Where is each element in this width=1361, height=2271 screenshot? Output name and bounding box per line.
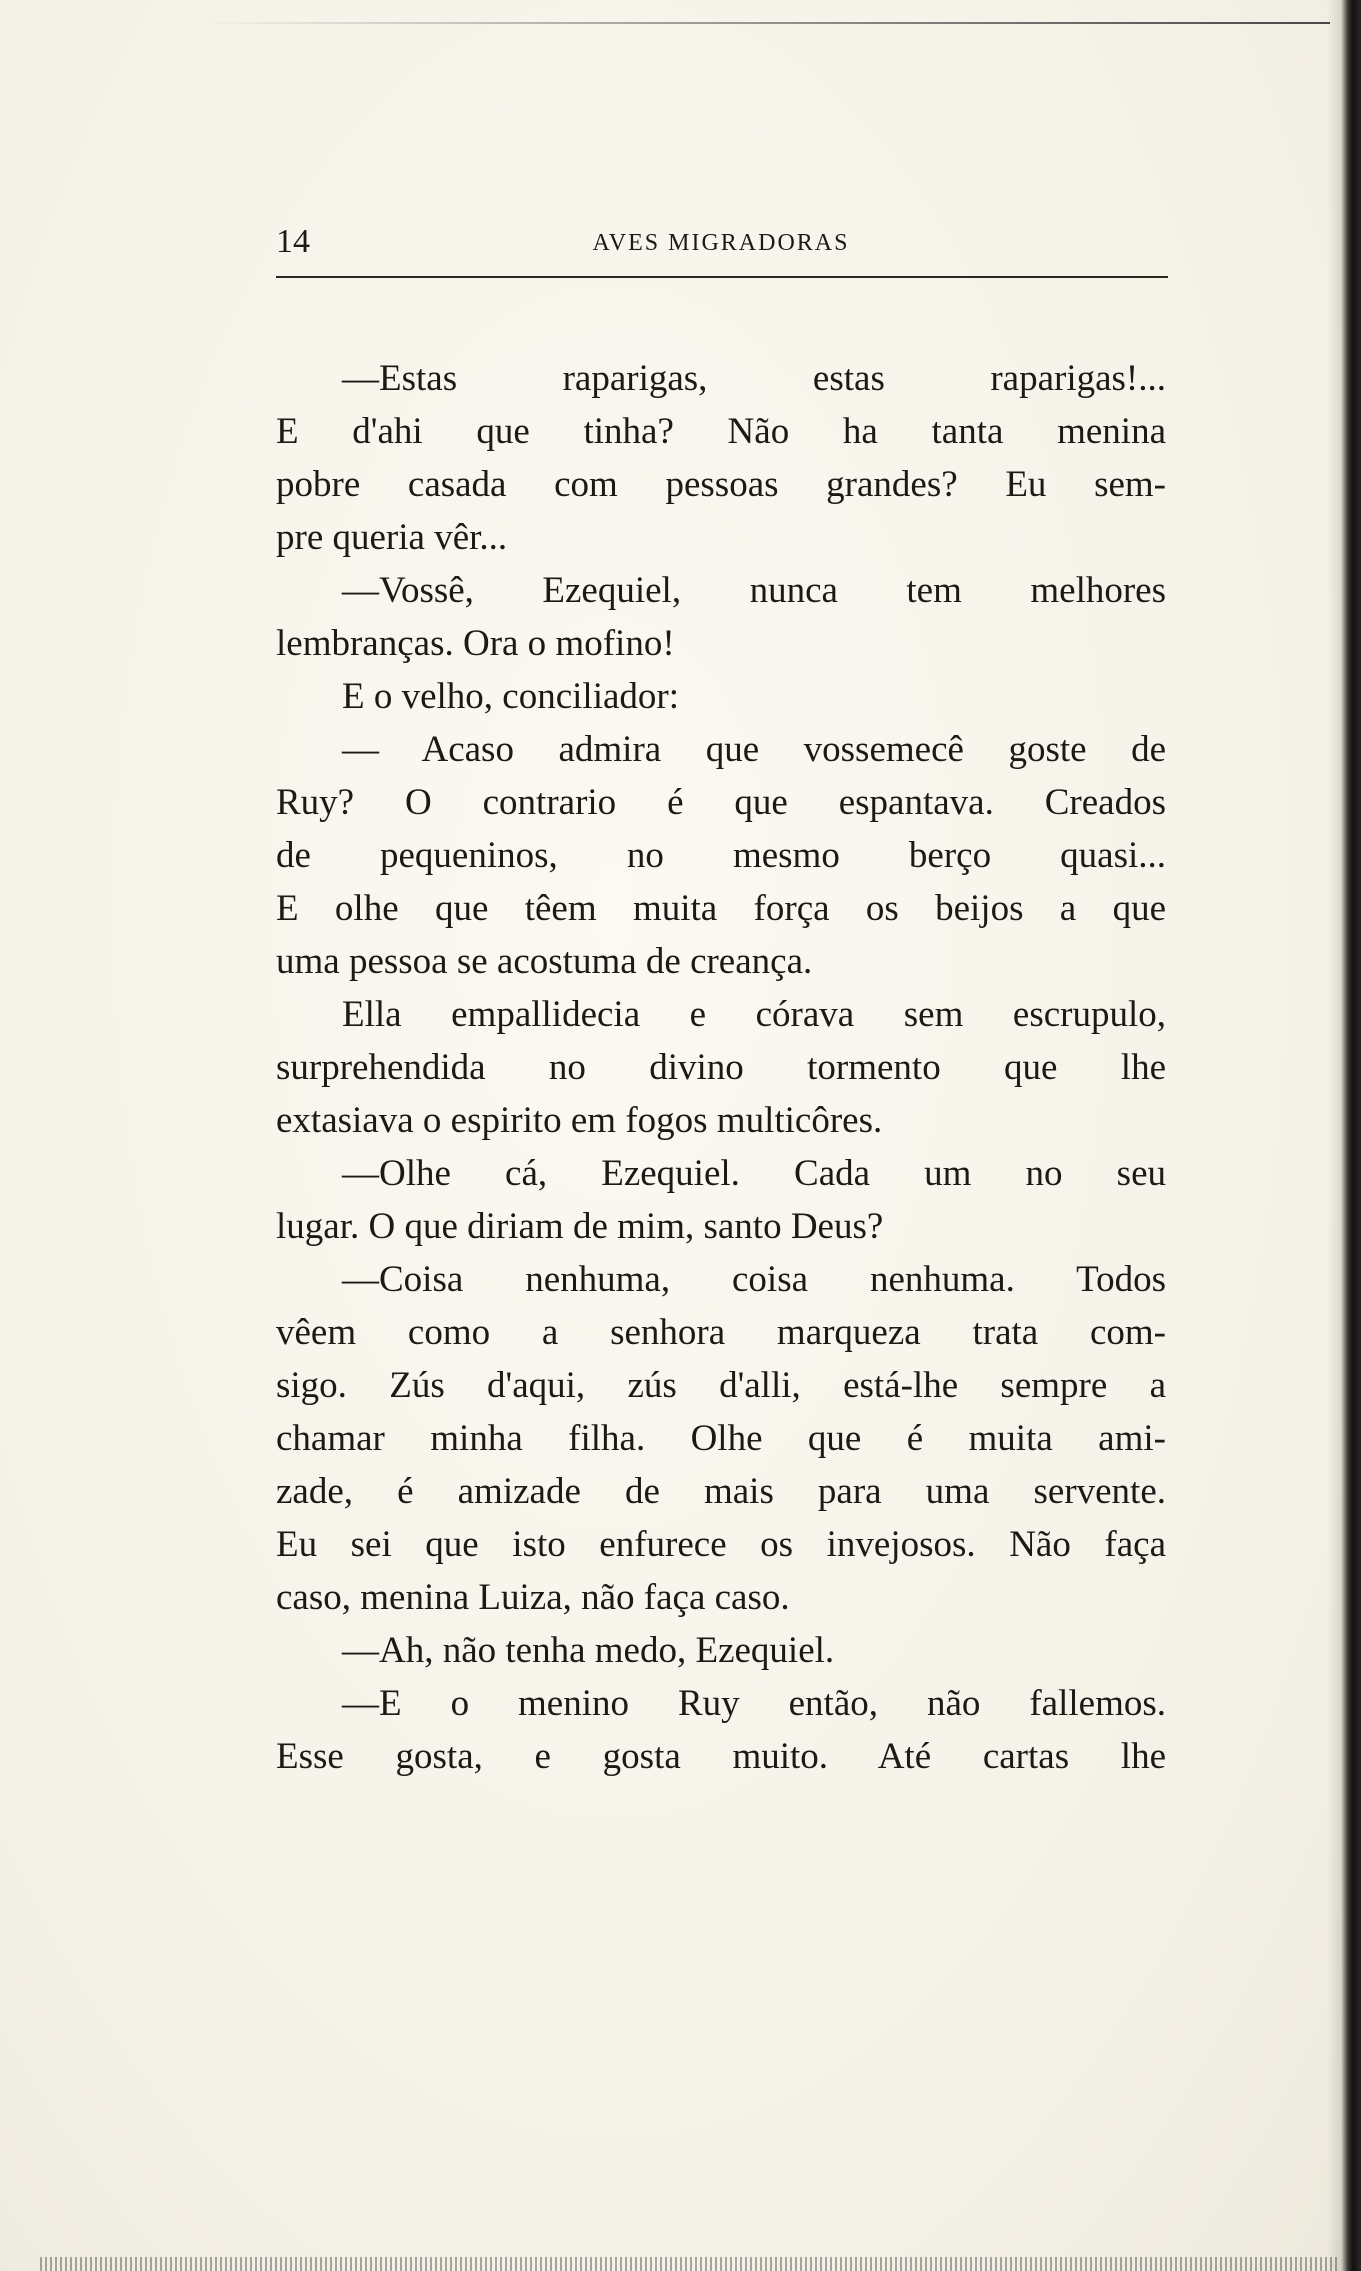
- text-line: Ruy? O contrario é que espantava. Creados: [276, 782, 1166, 823]
- scan-edge-top: [200, 22, 1330, 24]
- text-line: — Acaso admira que vossemecê goste de: [342, 729, 1166, 770]
- text-line: pre queria vêr...: [276, 517, 508, 558]
- text-line: surprehendida no divino tormento que lhe: [276, 1047, 1166, 1088]
- scan-edge-bottom: [40, 2257, 1340, 2271]
- text-line: pobre casada com pessoas grandes? Eu sem-: [276, 464, 1166, 505]
- text-line: —Coisa nenhuma, coisa nenhuma. Todos: [342, 1259, 1166, 1300]
- text-line: de pequeninos, no mesmo berço quasi...: [276, 835, 1166, 876]
- text-line: caso, menina Luiza, não faça caso.: [276, 1577, 790, 1618]
- text-line: lembranças. Ora o mofino!: [276, 623, 675, 664]
- text-line: Eu sei que isto enfurece os invejosos. Não faça: [276, 1524, 1166, 1565]
- header-rule: [276, 276, 1168, 278]
- text-line: uma pessoa se acostuma de creança.: [276, 941, 813, 982]
- text-line: chamar minha filha. Olhe que é muita ami-: [276, 1418, 1166, 1459]
- text-line: Esse gosta, e gosta muito. Até cartas lhe: [276, 1736, 1166, 1777]
- text-line: E o velho, conciliador:: [342, 676, 680, 717]
- text-line: —Vossê, Ezequiel, nunca tem melhores: [342, 570, 1166, 611]
- text-line: sigo. Zús d'aqui, zús d'alli, está-lhe sempre a: [276, 1365, 1166, 1406]
- binding-edge: [1341, 0, 1361, 2271]
- text-line: —Olhe cá, Ezequiel. Cada um no seu: [342, 1153, 1166, 1194]
- text-line: E d'ahi que tinha? Não ha tanta menina: [276, 411, 1166, 452]
- body-text: [276, 352, 1166, 1783]
- page-number: 14: [276, 223, 310, 260]
- text-line: Ella empallidecia e córava sem escrupulo,: [342, 994, 1166, 1035]
- text-line: vêem como a senhora marqueza trata com-: [276, 1312, 1166, 1353]
- binding-shadow: [1327, 0, 1341, 2271]
- text-line: lugar. O que diriam de mim, santo Deus?: [276, 1206, 884, 1247]
- text-line: —E o menino Ruy então, não fallemos.: [342, 1683, 1166, 1724]
- text-line: E olhe que têem muita força os beijos a que: [276, 888, 1166, 929]
- text-line: —Ah, não tenha medo, Ezequiel.: [342, 1630, 835, 1671]
- text-line: zade, é amizade de mais para uma servente.: [276, 1471, 1166, 1512]
- text-line: —Estas raparigas, estas raparigas!...: [342, 358, 1166, 399]
- text-line: extasiava o espirito em fogos multicôres.: [276, 1100, 883, 1141]
- running-head: AVES MIGRADORAS: [592, 230, 850, 256]
- page-header: [276, 222, 1166, 262]
